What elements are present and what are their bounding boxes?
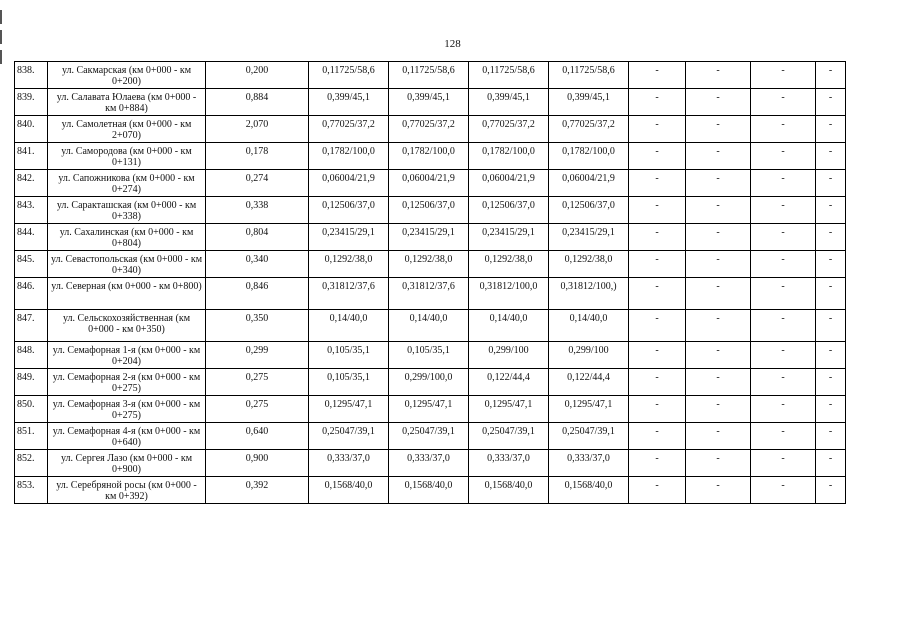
empty-dash-cell: - — [629, 423, 686, 450]
row-number-cell: 843. — [15, 197, 48, 224]
empty-dash-cell: - — [629, 62, 686, 89]
length-cell: 0,275 — [206, 396, 309, 423]
table-row — [15, 251, 846, 278]
empty-dash-cell: - — [686, 450, 751, 477]
length-cell: 0,804 — [206, 224, 309, 251]
value-cell: 0,11725/58,6 — [469, 62, 549, 89]
value-cell: 0,1295/47,1 — [469, 396, 549, 423]
empty-dash-cell: - — [629, 477, 686, 504]
street-name-cell: ул. Самолетная (км 0+000 - км 2+070) — [48, 116, 206, 143]
length-cell: 0,640 — [206, 423, 309, 450]
empty-dash-cell: - — [629, 369, 686, 396]
street-name-cell: ул. Семафорная 4-я (км 0+000 - км 0+640) — [48, 423, 206, 450]
table-row — [15, 197, 846, 224]
row-number-cell: 838. — [15, 62, 48, 89]
empty-dash-cell: - — [629, 396, 686, 423]
row-number-cell: 847. — [15, 310, 48, 342]
value-cell: 0,06004/21,9 — [469, 170, 549, 197]
row-number-cell: 850. — [15, 396, 48, 423]
value-cell: 0,299/100 — [469, 342, 549, 369]
empty-dash-cell: - — [816, 310, 846, 342]
empty-dash-cell: - — [629, 170, 686, 197]
value-cell: 0,1782/100,0 — [389, 143, 469, 170]
value-cell: 0,1295/47,1 — [549, 396, 629, 423]
row-number-cell: 844. — [15, 224, 48, 251]
empty-dash-cell: - — [751, 170, 816, 197]
page-number: 128 — [444, 38, 461, 50]
street-name-cell: ул. Сельскохозяйственная (км 0+000 - км 0+350) — [48, 310, 206, 342]
value-cell: 0,105/35,1 — [389, 342, 469, 369]
empty-dash-cell: - — [751, 143, 816, 170]
length-cell: 2,070 — [206, 116, 309, 143]
value-cell: 0,1292/38,0 — [469, 251, 549, 278]
value-cell: 0,11725/58,6 — [389, 62, 469, 89]
street-name-cell: ул. Семафорная 1-я (км 0+000 - км 0+204) — [48, 342, 206, 369]
table-row — [15, 278, 846, 310]
value-cell: 0,333/37,0 — [469, 450, 549, 477]
table-row — [15, 170, 846, 197]
value-cell: 0,1568/40,0 — [389, 477, 469, 504]
value-cell: 0,1295/47,1 — [389, 396, 469, 423]
table-row — [15, 89, 846, 116]
value-cell: 0,122/44,4 — [549, 369, 629, 396]
street-name-cell: ул. Семафорная 3-я (км 0+000 - км 0+275) — [48, 396, 206, 423]
value-cell: 0,12506/37,0 — [389, 197, 469, 224]
street-name-cell: ул. Севастопольская (км 0+000 - км 0+340) — [48, 251, 206, 278]
value-cell: 0,06004/21,9 — [309, 170, 389, 197]
value-cell: 0,31812/100,0 — [469, 278, 549, 310]
empty-dash-cell: - — [686, 62, 751, 89]
value-cell: 0,31812/100,) — [549, 278, 629, 310]
street-name-cell: ул. Сахалинская (км 0+000 - км 0+804) — [48, 224, 206, 251]
empty-dash-cell: - — [629, 89, 686, 116]
street-name-cell: ул. Серебряной росы (км 0+000 - км 0+392) — [48, 477, 206, 504]
empty-dash-cell: - — [686, 477, 751, 504]
empty-dash-cell: - — [751, 369, 816, 396]
empty-dash-cell: - — [751, 278, 816, 310]
empty-dash-cell: - — [751, 423, 816, 450]
length-cell: 0,392 — [206, 477, 309, 504]
length-cell: 0,340 — [206, 251, 309, 278]
street-name-cell: ул. Семафорная 2-я (км 0+000 - км 0+275) — [48, 369, 206, 396]
empty-dash-cell: - — [629, 278, 686, 310]
value-cell: 0,25047/39,1 — [389, 423, 469, 450]
value-cell: 0,399/45,1 — [389, 89, 469, 116]
row-number-cell: 840. — [15, 116, 48, 143]
empty-dash-cell: - — [686, 224, 751, 251]
empty-dash-cell: - — [816, 197, 846, 224]
row-number-cell: 846. — [15, 278, 48, 310]
empty-dash-cell: - — [629, 310, 686, 342]
value-cell: 0,1782/100,0 — [549, 143, 629, 170]
value-cell: 0,23415/29,1 — [389, 224, 469, 251]
empty-dash-cell: - — [629, 143, 686, 170]
empty-dash-cell: - — [751, 116, 816, 143]
empty-dash-cell: - — [686, 369, 751, 396]
empty-dash-cell: - — [816, 342, 846, 369]
value-cell: 0,31812/37,6 — [309, 278, 389, 310]
empty-dash-cell: - — [751, 310, 816, 342]
empty-dash-cell: - — [686, 143, 751, 170]
table-row — [15, 423, 846, 450]
street-name-cell: ул. Самородова (км 0+000 - км 0+131) — [48, 143, 206, 170]
value-cell: 0,399/45,1 — [549, 89, 629, 116]
street-name-cell: ул. Салавата Юлаева (км 0+000 - км 0+884) — [48, 89, 206, 116]
value-cell: 0,23415/29,1 — [549, 224, 629, 251]
street-name-cell: ул. Сергея Лазо (км 0+000 - км 0+900) — [48, 450, 206, 477]
value-cell: 0,1292/38,0 — [549, 251, 629, 278]
empty-dash-cell: - — [629, 224, 686, 251]
empty-dash-cell: - — [629, 251, 686, 278]
empty-dash-cell: - — [751, 197, 816, 224]
table-row — [15, 396, 846, 423]
empty-dash-cell: - — [686, 251, 751, 278]
value-cell: 0,399/45,1 — [309, 89, 389, 116]
value-cell: 0,1292/38,0 — [389, 251, 469, 278]
length-cell: 0,884 — [206, 89, 309, 116]
value-cell: 0,1295/47,1 — [309, 396, 389, 423]
empty-dash-cell: - — [816, 423, 846, 450]
table-row — [15, 116, 846, 143]
empty-dash-cell: - — [686, 89, 751, 116]
value-cell: 0,333/37,0 — [549, 450, 629, 477]
table-row — [15, 342, 846, 369]
empty-dash-cell: - — [816, 89, 846, 116]
length-cell: 0,350 — [206, 310, 309, 342]
value-cell: 0,14/40,0 — [389, 310, 469, 342]
value-cell: 0,11725/58,6 — [549, 62, 629, 89]
table-row — [15, 310, 846, 342]
empty-dash-cell: - — [751, 450, 816, 477]
empty-dash-cell: - — [816, 450, 846, 477]
value-cell: 0,12506/37,0 — [549, 197, 629, 224]
empty-dash-cell: - — [816, 477, 846, 504]
empty-dash-cell: - — [816, 369, 846, 396]
length-cell: 0,900 — [206, 450, 309, 477]
empty-dash-cell: - — [751, 251, 816, 278]
empty-dash-cell: - — [816, 224, 846, 251]
value-cell: 0,1568/40,0 — [309, 477, 389, 504]
value-cell: 0,14/40,0 — [309, 310, 389, 342]
value-cell: 0,1782/100,0 — [469, 143, 549, 170]
empty-dash-cell: - — [816, 170, 846, 197]
value-cell: 0,1292/38,0 — [309, 251, 389, 278]
table-row — [15, 450, 846, 477]
value-cell: 0,06004/21,9 — [389, 170, 469, 197]
row-number-cell: 853. — [15, 477, 48, 504]
street-name-cell: ул. Саракташская (км 0+000 - км 0+338) — [48, 197, 206, 224]
row-number-cell: 845. — [15, 251, 48, 278]
row-number-cell: 841. — [15, 143, 48, 170]
value-cell: 0,14/40,0 — [549, 310, 629, 342]
empty-dash-cell: - — [751, 62, 816, 89]
value-cell: 0,77025/37,2 — [309, 116, 389, 143]
length-cell: 0,846 — [206, 278, 309, 310]
value-cell: 0,31812/37,6 — [389, 278, 469, 310]
value-cell: 0,299/100,0 — [389, 369, 469, 396]
empty-dash-cell: - — [751, 396, 816, 423]
row-number-cell: 848. — [15, 342, 48, 369]
roads-table — [14, 61, 846, 504]
empty-dash-cell: - — [629, 342, 686, 369]
empty-dash-cell: - — [629, 116, 686, 143]
value-cell: 0,06004/21,9 — [549, 170, 629, 197]
table-row — [15, 477, 846, 504]
row-number-cell: 849. — [15, 369, 48, 396]
value-cell: 0,25047/39,1 — [309, 423, 389, 450]
length-cell: 0,338 — [206, 197, 309, 224]
empty-dash-cell: - — [686, 170, 751, 197]
value-cell: 0,399/45,1 — [469, 89, 549, 116]
empty-dash-cell: - — [751, 89, 816, 116]
empty-dash-cell: - — [686, 310, 751, 342]
length-cell: 0,200 — [206, 62, 309, 89]
empty-dash-cell: - — [686, 116, 751, 143]
table-row — [15, 224, 846, 251]
length-cell: 0,299 — [206, 342, 309, 369]
value-cell: 0,77025/37,2 — [469, 116, 549, 143]
value-cell: 0,12506/37,0 — [469, 197, 549, 224]
length-cell: 0,275 — [206, 369, 309, 396]
value-cell: 0,333/37,0 — [309, 450, 389, 477]
value-cell: 0,77025/37,2 — [389, 116, 469, 143]
table-row — [15, 62, 846, 89]
value-cell: 0,1568/40,0 — [549, 477, 629, 504]
empty-dash-cell: - — [816, 62, 846, 89]
street-name-cell: ул. Сакмарская (км 0+000 - км 0+200) — [48, 62, 206, 89]
row-number-cell: 842. — [15, 170, 48, 197]
street-name-cell: ул. Сапожникова (км 0+000 - км 0+274) — [48, 170, 206, 197]
length-cell: 0,274 — [206, 170, 309, 197]
empty-dash-cell: - — [686, 396, 751, 423]
empty-dash-cell: - — [686, 423, 751, 450]
row-number-cell: 839. — [15, 89, 48, 116]
table-row — [15, 143, 846, 170]
empty-dash-cell: - — [816, 278, 846, 310]
value-cell: 0,11725/58,6 — [309, 62, 389, 89]
empty-dash-cell: - — [816, 116, 846, 143]
row-number-cell: 851. — [15, 423, 48, 450]
value-cell: 0,23415/29,1 — [309, 224, 389, 251]
table-row — [15, 369, 846, 396]
value-cell: 0,1568/40,0 — [469, 477, 549, 504]
value-cell: 0,77025/37,2 — [549, 116, 629, 143]
value-cell: 0,299/100 — [549, 342, 629, 369]
value-cell: 0,25047/39,1 — [549, 423, 629, 450]
empty-dash-cell: - — [816, 143, 846, 170]
empty-dash-cell: - — [629, 450, 686, 477]
value-cell: 0,14/40,0 — [469, 310, 549, 342]
empty-dash-cell: - — [629, 197, 686, 224]
value-cell: 0,105/35,1 — [309, 369, 389, 396]
value-cell: 0,25047/39,1 — [469, 423, 549, 450]
length-cell: 0,178 — [206, 143, 309, 170]
empty-dash-cell: - — [751, 477, 816, 504]
value-cell: 0,333/37,0 — [389, 450, 469, 477]
empty-dash-cell: - — [686, 278, 751, 310]
value-cell: 0,12506/37,0 — [309, 197, 389, 224]
street-name-cell: ул. Северная (км 0+000 - км 0+800) — [48, 278, 206, 310]
value-cell: 0,122/44,4 — [469, 369, 549, 396]
empty-dash-cell: - — [751, 342, 816, 369]
value-cell: 0,105/35,1 — [309, 342, 389, 369]
value-cell: 0,23415/29,1 — [469, 224, 549, 251]
row-number-cell: 852. — [15, 450, 48, 477]
empty-dash-cell: - — [816, 251, 846, 278]
empty-dash-cell: - — [751, 224, 816, 251]
empty-dash-cell: - — [686, 342, 751, 369]
empty-dash-cell: - — [686, 197, 751, 224]
empty-dash-cell: - — [816, 396, 846, 423]
value-cell: 0,1782/100,0 — [309, 143, 389, 170]
